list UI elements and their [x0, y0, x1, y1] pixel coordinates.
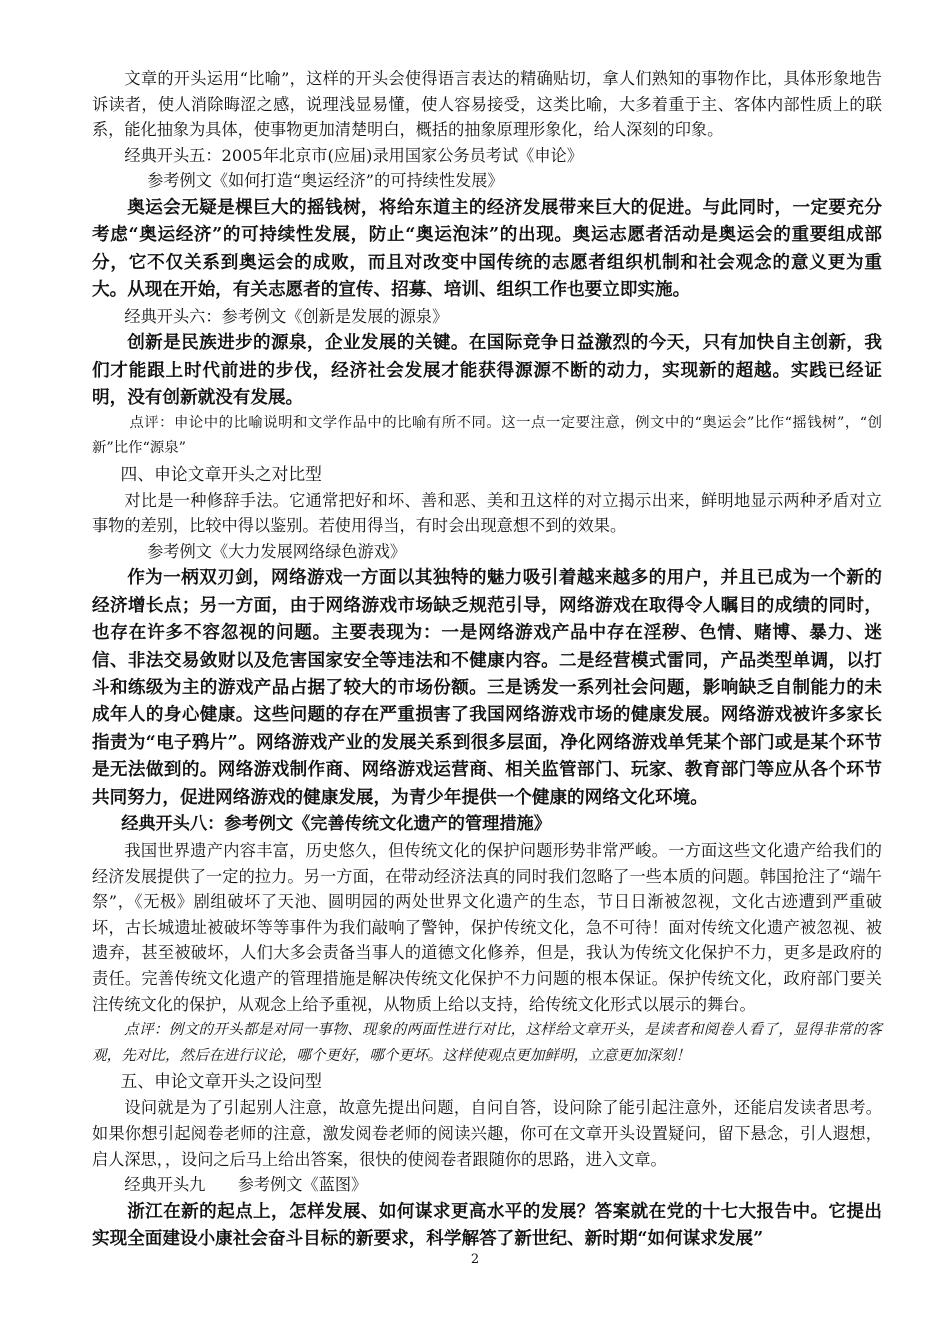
paragraph-contrast-explanation: 对比是一种修辞手法。它通常把好和坏、善和恶、美和丑这样的对立揭示出来，鲜明地显示两种矛盾对立事物的差别，比较中得以鉴别。若使用得当，有时会出现意想不到的效果。	[92, 490, 882, 536]
paragraph-cultural-heritage-essay: 我国世界遗产内容丰富，历史悠久，但传统文化的保护问题形势非常严峻。一方面这些文化遗产给我们的经济发展提供了一定的拉力。另一方面，在带动经济法真的同时我们忽略了一些本质的问题。韩国抢注了“端午祭”，《无极》剧组破坏了天池、圆明园的两处世界文化遗产的生态，节日日渐被忽视，文化古迹遭到严重破坏，古长城遗址被破坏等等事件为我们敲响了警钟，保护传统文化，急不可待！面对传统文化遗产被忽视、被遗弃，甚至被破坏，人们大多会责备当事人的道德文化修养，但是，我认为传统文化保护不力，更多是政府的责任。完善传统文化遗产的管理措施是解决传统文化保护不力问题的根本保证。保护传统文化，政府部门要关注传统文化的保护，从观念上给予重视，从物质上给以支持，给传统文化形式以展示的舞台。	[92, 841, 882, 1014]
section-heading-rhetorical-question: 五、申论文章开头之设问型	[120, 1071, 322, 1092]
paragraph-olympic-essay: 奥运会无疑是棵巨大的摇钱树，将给东道主的经济发展带来巨大的促进。与此同时，一定要充分考虑“奥运经济”的可持续性发展，防止“奥运泡沫”的出现。奥运志愿者活动是奥运会的重要组成部分，它不仅关系到奥运会的成败，而且对改变中国传统的志愿者组织机制和社会观念的意义更为重大。从现在开始，有关志愿者的宣传、招募、培训、组织工作也要立即实施。	[92, 196, 882, 301]
paragraph-blueprint-essay: 浙江在新的起点上，怎样发展、如何谋求更高水平的发展？答案就在党的十七大报告中。它提出实现全面建设小康社会奋斗目标的新要求，科学解答了新世纪、新时期“如何谋求发展”	[92, 1200, 882, 1250]
paragraph-rhetorical-question-explanation: 设问就是为了引起别人注意，故意先提出问题，自问自答，设问除了能引起注意外，还能启发读者思考。如果你想引起阅卷老师的注意，激发阅卷老师的阅读兴趣，你可在文章开头设置疑问，留下悬念，引人遐想，启人深思，，设问之后马上给出答案，很快的使阅卷者跟随你的思路，进入文章。	[92, 1098, 882, 1169]
paragraph-metaphor-explanation: 文章的开头运用“比喻”，这样的开头会使得语言表达的精确贴切，拿人们熟知的事物作比，具体形象地告诉读者，使人消除晦涩之感，说理浅显易懂，使人容易接受，这类比喻，大多着重于主、客体内部性质上的联系，能化抽象为具体，使事物更加清楚明白，概括的抽象原理形象化，给人深刻的印象。	[92, 69, 882, 140]
comment-contrast: 点评：例文的开头都是对同一事物、现象的两面性进行对比，这样给文章开头，是读者和阅卷人看了，显得非常的客观，先对比，然后在进行议论，哪个更好，哪个更坏。这样使观点更加鲜明，立意更加深刻！	[92, 1021, 882, 1064]
heading-classic-opening-5: 经典开头五：2005年北京市(应届)录用国家公务员考试《申论》	[124, 145, 583, 165]
document-body	[92, 66, 882, 1253]
heading-classic-opening-6: 经典开头六：参考例文《创新是发展的源泉》	[124, 306, 449, 326]
heading-classic-opening-8: 经典开头八：参考例文《完善传统文化遗产的管理措施》	[121, 814, 551, 835]
reference-essay-title-olympic: 参考例文《如何打造“奥运经济”的可持续性发展》	[147, 171, 504, 191]
reference-essay-title-online-games: 参考例文《大力发展网络绿色游戏》	[147, 541, 407, 561]
section-heading-contrast: 四、申论文章开头之对比型	[120, 463, 322, 484]
heading-classic-opening-9: 经典开头九 参考例文《蓝图》	[124, 1175, 368, 1195]
comment-metaphor: 点评：申论中的比喻说明和文学作品中的比喻有所不同。这一点一定要注意，例文中的“奥运会”比作“摇钱树”，“创新”比作“源泉”	[92, 415, 882, 456]
paragraph-online-games-essay: 作为一柄双刃剑，网络游戏一方面以其独特的魅力吸引着越来越多的用户，并且已成为一个新的经济增长点；另一方面，由于网络游戏市场缺乏规范引导，网络游戏在取得令人瞩目的成绩的同时，也存在许多不容忽视的问题。主要表现为：一是网络游戏产品中存在淫秽、色情、赌博、暴力、迷信、非法交易敛财以及危害国家安全等违法和不健康内容。二是经营模式雷同，产品类型单调，以打斗和练级为主的游戏产品占据了较大的市场份额。三是诱发一系列社会问题，影响缺乏自制能力的未成年人的身心健康。这些问题的存在严重损害了我国网络游戏市场的健康发展。网络游戏被许多家长指责为“电子鸦片”。网络游戏产业的发展关系到很多层面，净化网络游戏单凭某个部门或是某个环节是无法做到的。网络游戏制作商、网络游戏运营商、相关监管部门、玩家、教育部门等应从各个环节共同努力，促进网络游戏的健康发展，为青少年提供一个健康的网络文化环境。	[92, 567, 882, 808]
page-number: 2	[470, 1252, 480, 1267]
paragraph-innovation-essay: 创新是民族进步的源泉，企业发展的关键。在国际竞争日益激烈的今天，只有加快自主创新，我们才能跟上时代前进的步伐，经济社会发展才能获得源源不断的动力，实现新的超越。实践已经证明，没有创新就没有发展。	[92, 332, 882, 408]
